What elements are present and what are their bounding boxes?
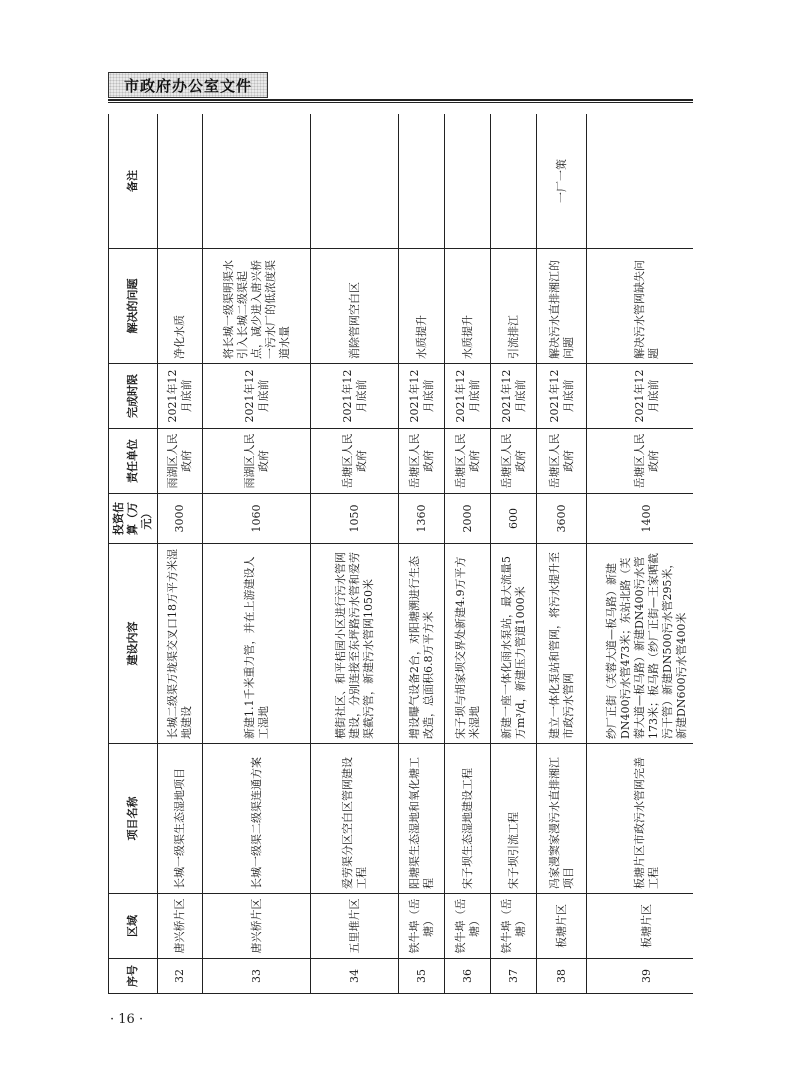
cell-name: 板塘片区市政污水管网完善工程 bbox=[587, 744, 694, 894]
cell-content: 建立一体化泵站和管网，将污水提升至市政污水管网 bbox=[537, 544, 587, 744]
header-rule-thin bbox=[108, 102, 693, 103]
cell-unit: 岳塘区人民政府 bbox=[399, 429, 445, 494]
cell-note bbox=[399, 114, 445, 249]
cell-no: 38 bbox=[537, 959, 587, 994]
cell-unit: 岳塘区人民政府 bbox=[491, 429, 537, 494]
cell-area: 铁牛埠（岳塘） bbox=[399, 894, 445, 959]
cell-problem: 净化水质 bbox=[158, 249, 203, 364]
cell-note bbox=[158, 114, 203, 249]
cell-deadline: 2021年12月底前 bbox=[537, 364, 587, 429]
table-row bbox=[491, 114, 537, 994]
col-header-content: 建设内容 bbox=[109, 544, 158, 744]
project-table-rotated bbox=[108, 114, 693, 994]
cell-area: 铁牛埠（岳塘） bbox=[491, 894, 537, 959]
col-header-no: 序号 bbox=[109, 959, 158, 994]
cell-deadline: 2021年12月底前 bbox=[203, 364, 311, 429]
col-header-unit: 责任单位 bbox=[109, 429, 158, 494]
cell-unit: 岳塘区人民政府 bbox=[587, 429, 694, 494]
cell-note bbox=[445, 114, 491, 249]
cell-no: 35 bbox=[399, 959, 445, 994]
cell-note bbox=[203, 114, 311, 249]
table-row bbox=[311, 114, 399, 994]
cell-no: 34 bbox=[311, 959, 399, 994]
cell-content: 长城二级渠万垅渠交叉口18万平方米湿地建设 bbox=[158, 544, 203, 744]
cell-note: 一厂一策 bbox=[537, 114, 587, 249]
cell-deadline: 2021年12月底前 bbox=[587, 364, 694, 429]
cell-name: 长城一级渠二级渠连通方案 bbox=[203, 744, 311, 894]
cell-problem: 水质提升 bbox=[399, 249, 445, 364]
table-row bbox=[537, 114, 587, 994]
cell-area: 板塘片区 bbox=[537, 894, 587, 959]
cell-name: 冯家漫窦家漫污水直排湘江项目 bbox=[537, 744, 587, 894]
col-header-name: 项目名称 bbox=[109, 744, 158, 894]
cell-note bbox=[311, 114, 399, 249]
table-row bbox=[203, 114, 311, 994]
col-header-invest: 投资估算（万元） bbox=[109, 494, 158, 544]
cell-invest: 3600 bbox=[537, 494, 587, 544]
cell-no: 33 bbox=[203, 959, 311, 994]
cell-unit: 雨湖区人民政府 bbox=[203, 429, 311, 494]
cell-problem: 引流排江 bbox=[491, 249, 537, 364]
header-box bbox=[108, 72, 268, 98]
cell-no: 37 bbox=[491, 959, 537, 994]
cell-unit: 岳塘区人民政府 bbox=[537, 429, 587, 494]
table-header-row bbox=[109, 114, 158, 994]
cell-unit: 岳塘区人民政府 bbox=[311, 429, 399, 494]
col-header-area: 区域 bbox=[109, 894, 158, 959]
cell-deadline: 2021年12月底前 bbox=[399, 364, 445, 429]
project-table-container bbox=[108, 114, 693, 994]
header-rule-thick bbox=[108, 99, 693, 101]
cell-area: 五里堆片区 bbox=[311, 894, 399, 959]
col-header-problem: 解决的问题 bbox=[109, 249, 158, 364]
table-row bbox=[399, 114, 445, 994]
col-header-deadline: 完成时限 bbox=[109, 364, 158, 429]
cell-name: 宋子坝引流工程 bbox=[491, 744, 537, 894]
cell-problem: 将长城一级渠明渠水引入长城二级渠起点，减少进入唐兴桥一污水厂的低浓度渠道水量 bbox=[203, 249, 311, 364]
cell-unit: 岳塘区人民政府 bbox=[445, 429, 491, 494]
table-row bbox=[158, 114, 203, 994]
cell-content: 新建1.1千米重力管，并在上游建设人工湿地 bbox=[203, 544, 311, 744]
project-table bbox=[108, 114, 693, 994]
cell-invest: 1400 bbox=[587, 494, 694, 544]
cell-problem: 解决污水直排湘江的问题 bbox=[537, 249, 587, 364]
cell-area: 板塘片区 bbox=[587, 894, 694, 959]
cell-content: 宋子坝与胡家坝交界处新建4.9万平方米湿地 bbox=[445, 544, 491, 744]
cell-deadline: 2021年12月底前 bbox=[311, 364, 399, 429]
table-row bbox=[587, 114, 694, 994]
cell-area: 铁牛埠（岳塘） bbox=[445, 894, 491, 959]
cell-invest: 2000 bbox=[445, 494, 491, 544]
cell-problem: 解决污水管网缺失问题 bbox=[587, 249, 694, 364]
cell-content: 新建一座一体化雨水泵站，最大流量5万m³/d，新建压力管道1000米 bbox=[491, 544, 537, 744]
cell-invest: 1050 bbox=[311, 494, 399, 544]
cell-name: 宋子坝生态湿地建设工程 bbox=[445, 744, 491, 894]
cell-invest: 600 bbox=[491, 494, 537, 544]
cell-content: 纱厂正街（芙蓉大道—板马路）新建DN400污水管473米；东站北路（芙蓉大道—板马路）新建DN400污水管173米；板马路（纱厂正街—王家晒截污干管）新建DN500污水管295米，新建DN600污水管400米 bbox=[587, 544, 694, 744]
cell-name: 爱劳渠分区空白区管网建设工程 bbox=[311, 744, 399, 894]
cell-invest: 3000 bbox=[158, 494, 203, 544]
cell-name: 长城一级渠生态湿地项目 bbox=[158, 744, 203, 894]
cell-content: 横街社区、和平桔园小区进行污水管网建设，分别连接至东坪路污水管和爱劳渠截污管，新建污水管网1050米 bbox=[311, 544, 399, 744]
cell-note bbox=[587, 114, 694, 249]
cell-deadline: 2021年12月底前 bbox=[445, 364, 491, 429]
cell-no: 32 bbox=[158, 959, 203, 994]
page-number: · 16 · bbox=[110, 1012, 144, 1027]
cell-no: 39 bbox=[587, 959, 694, 994]
cell-no: 36 bbox=[445, 959, 491, 994]
cell-area: 唐兴桥片区 bbox=[158, 894, 203, 959]
header-title: 市政府办公室文件 bbox=[123, 77, 252, 95]
cell-invest: 1060 bbox=[203, 494, 311, 544]
col-header-note: 备注 bbox=[109, 114, 158, 249]
cell-problem: 水质提升 bbox=[445, 249, 491, 364]
cell-invest: 1360 bbox=[399, 494, 445, 544]
cell-deadline: 2021年12月底前 bbox=[158, 364, 203, 429]
cell-unit: 雨湖区人民政府 bbox=[158, 429, 203, 494]
cell-deadline: 2021年12月底前 bbox=[491, 364, 537, 429]
cell-name: 阳塘渠生态湿地和氧化塘工程 bbox=[399, 744, 445, 894]
cell-note bbox=[491, 114, 537, 249]
cell-problem: 消除管网空白区 bbox=[311, 249, 399, 364]
table-row bbox=[445, 114, 491, 994]
cell-content: 增设曝气设备2台，对阳塘溯进行生态改造，总面积6.8万平方米 bbox=[399, 544, 445, 744]
cell-area: 唐兴桥片区 bbox=[203, 894, 311, 959]
